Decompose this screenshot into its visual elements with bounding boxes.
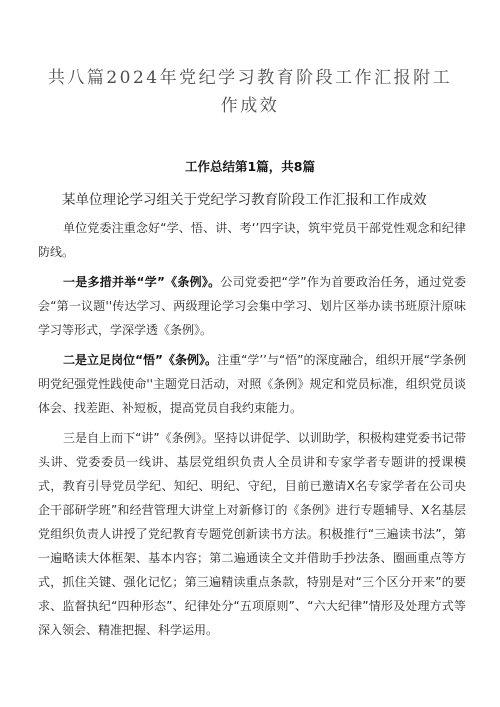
paragraph-study [38,270,466,342]
paragraph-text: 三是自上而下“讲”《条例》。坚持以讲促学、以训助学，积极构建党委书记带头讲、党委委员一线讲、基层党组织负责人全员讲和专家学者专题讲的授课模式，教育引导党员学纪、知纪、明纪、守纪，目前已邀请X名专家学者在公司央企干部研学班”和经营管理大讲堂上对新修订的《条例》进行专题辅导、X名基层党组织负责人讲授了党纪教育专题党创新读书方法。积极推行“三遍读书法”，第一遍略读大体框架、基本内容；第二遍通读全文并借助手抄法条、圈画重点等方式，抓住关键、强化记忆；第三遍精读重点条款，特别是对“三个区分开来”的要求、监督执纪“四种形态”、纪律处分“五项原则”、“六大纪律”情形及处理方式等深入领会、精准把握、科学运用。 [38,431,466,637]
paragraph-teach [38,426,466,642]
section-heading: 工作总结第1篇，共8篇 [185,159,315,174]
paragraph-lead: 一是多措并举“学”《条例》。 [63,275,221,289]
paragraph-text: 注重“学’’与“悟”的深度融合，组织开展“学条例明党纪强党性践使命''主题党日活动，对照《条例》规定和党员标准，组织党员谈体会、找差距、补短板，提高党员自我约束能力。 [38,353,466,415]
paragraph-lead: 二是立足岗位“悟”《条例》。 [63,353,218,367]
paragraph-text: 单位党委注重念好“学、悟、讲、考‘’四字诀，筑牢党员干部党性观念和纪律防线。 [38,221,466,259]
paragraph-intro [38,216,466,264]
document-title: 共八篇2024年党纪学习教育阶段工作汇报附工作成效 [47,68,453,116]
paragraph-understand [38,348,466,420]
paragraph-text: 公司党委把“学”作为首要政治任务，通过党委会“第一议题''传达学习、两级理论学习会集中学习、划片区举办读书班原汁原味学习等形式，学深学透《条例》。 [38,275,466,337]
document-subtitle: 某单位理论学习组关于党纪学习教育阶段工作汇报和工作成效 [62,192,427,208]
